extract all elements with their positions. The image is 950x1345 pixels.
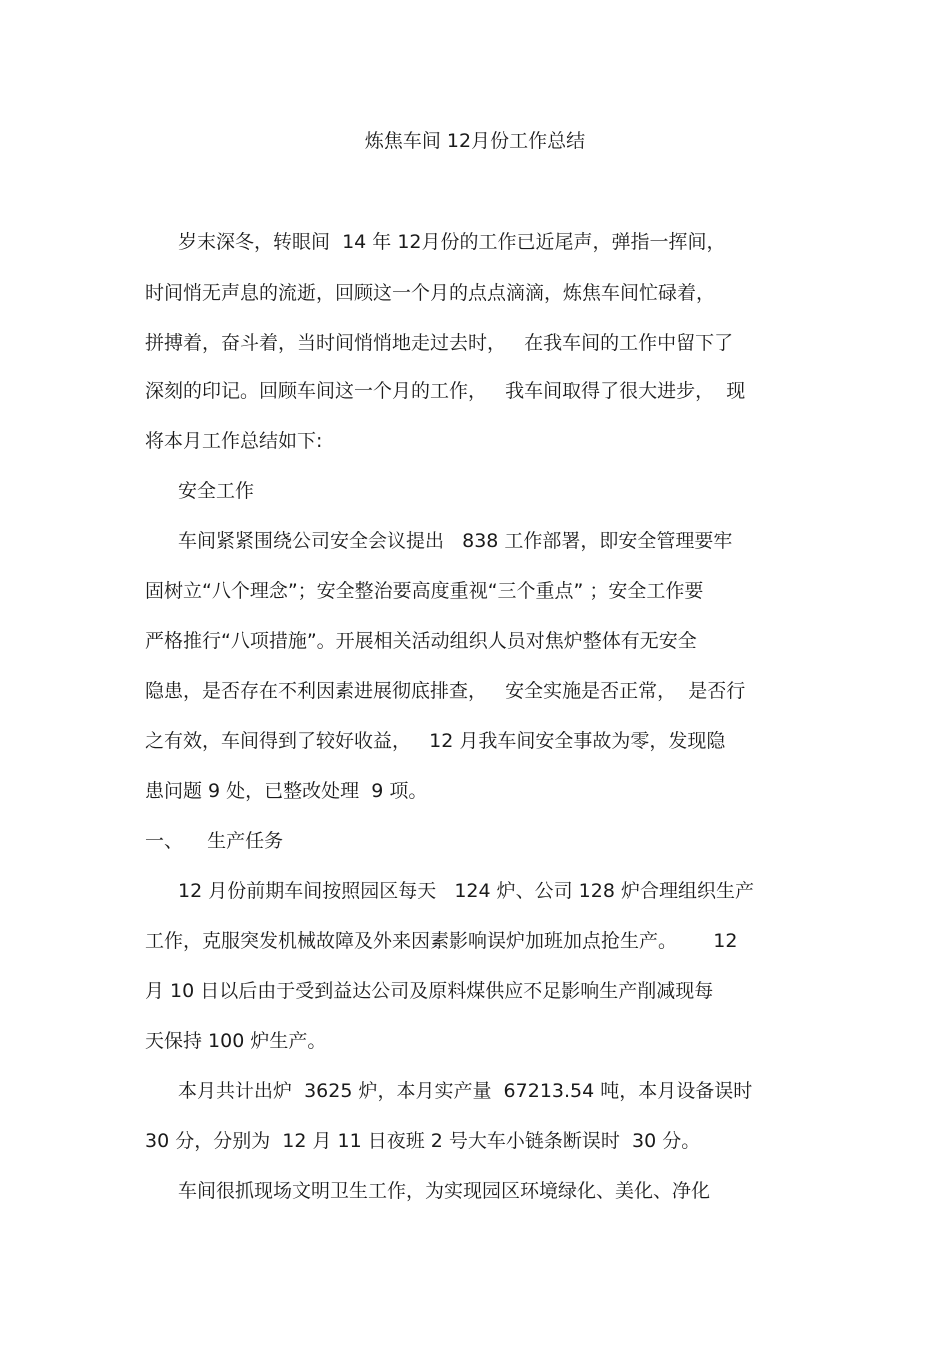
text-line: 月 10 日以后由于受到益达公司及原料煤供应不足影响生产削减现每 (145, 980, 714, 1002)
text-line: 车间紧紧围绕公司安全会议提出 838 工作部署，即安全管理要牢 (178, 530, 733, 552)
text-line: 患问题 9 处，已整改处理 9 项。 (145, 780, 428, 802)
text-line: 之有效，车间得到了较好收益， 12 月我车间安全事故为零，发现隐 (145, 730, 726, 752)
text-line: 工作，克服突发机械故障及外来因素影响误炉加班加点抢生产。 12 (145, 930, 738, 952)
text-line: 天保持 100 炉生产。 (145, 1030, 327, 1052)
text-line: 严格推行“八项措施”。开展相关活动组织人员对焦炉整体有无安全 (145, 630, 697, 652)
text-line: 时间悄无声息的流逝，回顾这一个月的点点滴滴，炼焦车间忙碌着， (145, 282, 716, 304)
document-title: 炼焦车间 12月份工作总结 (364, 130, 586, 152)
text-line: 将本月工作总结如下: (145, 430, 323, 452)
text-line: 30 分，分别为 12 月 11 日夜班 2 号大车小链条断误时 30 分。 (145, 1130, 701, 1152)
section-heading: 安全工作 (178, 480, 255, 502)
text-line: 隐患，是否存在不利因素进展彻底排查， 安全实施是否正常， 是否行 (145, 680, 746, 702)
text-line: 12 月份前期车间按照园区每天 124 炉、公司 128 炉合理组织生产 (178, 880, 754, 902)
text-line: 岁末深冬，转眼间 14 年 12月份的工作已近尾声，弹指一挥间， (178, 231, 726, 253)
text-line: 拼搏着，奋斗着，当时间悄悄地走过去时， 在我车间的工作中留下了 (145, 332, 734, 354)
text-line: 固树立“八个理念”；安全整治要高度重视“三个重点” ；安全工作要 (145, 580, 704, 602)
text-line: 车间很抓现场文明卫生工作，为实现园区环境绿化、美化、净化 (178, 1180, 711, 1202)
text-line: 深刻的印记。回顾车间这一个月的工作， 我车间取得了很大进步， 现 (145, 380, 746, 402)
section-heading: 一、 生产任务 (145, 830, 284, 852)
text-line: 本月共计出炉 3625 炉，本月实产量 67213.54 吨，本月设备误时 (178, 1080, 753, 1102)
